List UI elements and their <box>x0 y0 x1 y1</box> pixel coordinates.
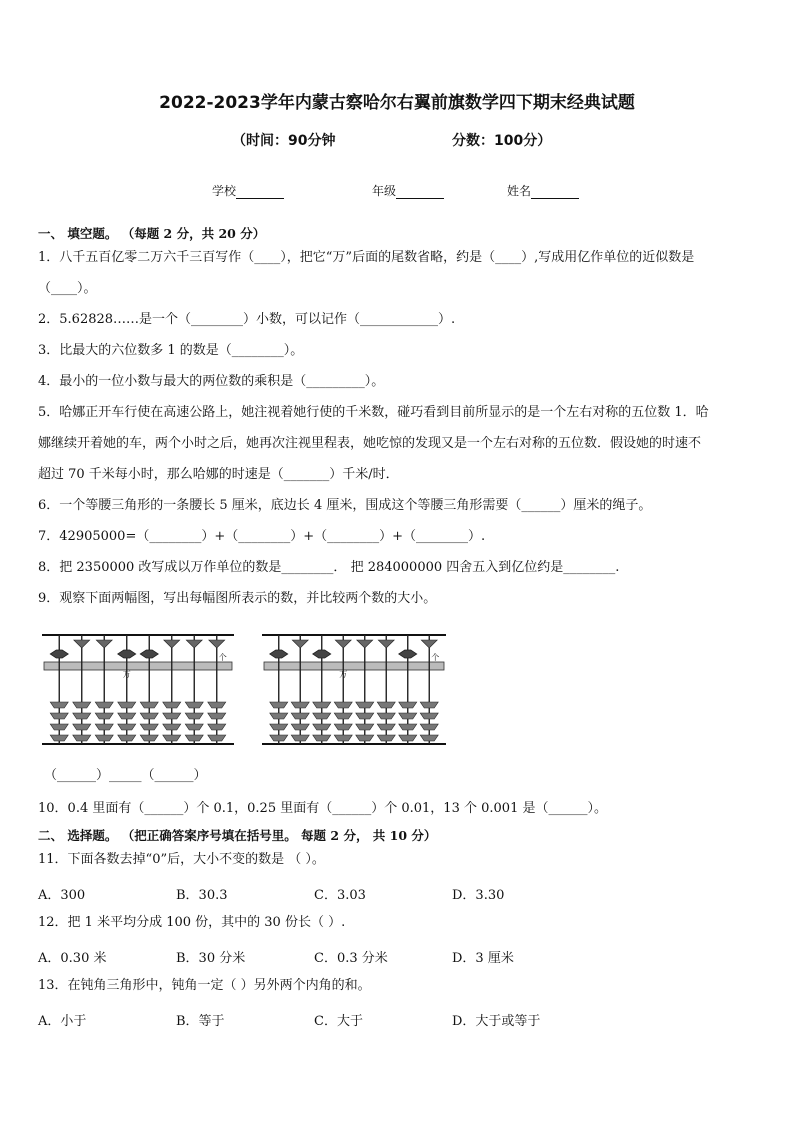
abacus-lower-bead <box>73 713 91 719</box>
page-title: 2022-2023学年内蒙古察哈尔右翼前旗数学四下期末经典试题 <box>159 93 635 113</box>
abacus-lower-bead <box>163 713 181 719</box>
abacus-lower-bead <box>420 724 438 730</box>
grade-blank[interactable] <box>396 186 444 199</box>
abacus-lower-bead <box>73 724 91 730</box>
abacus-lower-bead <box>356 724 374 730</box>
abacus-lower-bead <box>313 735 331 741</box>
abacus-upper-bead <box>378 640 394 648</box>
q12-option-a[interactable]: A．0.30 米 <box>38 951 107 966</box>
abacus-lower-bead <box>270 735 288 741</box>
q13-option-d[interactable]: D．大于或等于 <box>452 1014 541 1029</box>
q13-option-c[interactable]: C．大于 <box>314 1014 363 1029</box>
q11-option-c[interactable]: C．3.03 <box>314 888 366 903</box>
abacus-lower-bead <box>291 702 309 708</box>
abacus-lower-bead <box>95 713 113 719</box>
abacus-lower-bead <box>334 724 352 730</box>
abacus-left <box>40 632 236 750</box>
abacus-lower-bead <box>377 735 395 741</box>
question-8: 8．把 2350000 改写成以万作单位的数是________． 把 284000000 四舍五入到亿位约是________. <box>38 560 620 575</box>
q12-option-c[interactable]: C．0.3 分米 <box>314 951 388 966</box>
abacus-upper-bead <box>335 640 351 648</box>
question-10: 10．0.4 里面有（______）个 0.1，0.25 里面有（______）个 0.01，13 个 0.001 是（______）。 <box>38 801 607 816</box>
abacus-lower-bead <box>208 713 226 719</box>
question-5-line-2: 娜继续开着她的车，两个小时之后，她再次注视里程表，她吃惊的发现又是一个左右对称的五位数．假设她的时速不 <box>38 436 702 451</box>
abacus-lower-bead <box>377 702 395 708</box>
abacus-lower-bead <box>140 724 158 730</box>
abacus-upper-bead <box>357 640 373 648</box>
exam-time: （时间：90分钟 <box>232 133 336 149</box>
abacus-lower-bead <box>163 702 181 708</box>
abacus-lower-bead <box>420 713 438 719</box>
abacus-lower-bead <box>50 724 68 730</box>
q12-option-d[interactable]: D．3 厘米 <box>452 951 514 966</box>
abacus-place-label-ge: 个 <box>431 653 440 662</box>
abacus-upper-bead-active <box>50 650 68 658</box>
section-1-heading: 一、 填空题。 （每题 2 分，共 20 分） <box>38 226 266 241</box>
grade-field[interactable] <box>372 182 444 199</box>
school-blank[interactable] <box>236 186 284 199</box>
abacus-place-label-wan: 万 <box>339 670 348 679</box>
abacus-lower-bead <box>163 735 181 741</box>
abacus-lower-bead <box>95 724 113 730</box>
abacus-lower-bead <box>291 735 309 741</box>
abacus-lower-bead <box>356 702 374 708</box>
q13-option-a[interactable]: A．小于 <box>38 1014 87 1029</box>
abacus-lower-bead <box>73 702 91 708</box>
school-field[interactable] <box>212 182 284 199</box>
abacus-lower-bead <box>185 713 203 719</box>
abacus-lower-bead <box>140 702 158 708</box>
question-9: 9．观察下面两幅图，写出每幅图所表示的数，并比较两个数的大小。 <box>38 591 437 606</box>
q11-option-a[interactable]: A．300 <box>38 888 86 903</box>
abacus-lower-bead <box>291 724 309 730</box>
abacus-lower-bead <box>50 713 68 719</box>
abacus-lower-bead <box>140 735 158 741</box>
question-9-answer: （______）_____（______） <box>44 768 207 783</box>
abacus-upper-bead <box>164 640 180 648</box>
q13-option-b[interactable]: B．等于 <box>176 1014 225 1029</box>
question-1-line-1: 1．八千五百亿零二万六千三百写作（____），把它“万”后面的尾数省略，约是（____）,写成用亿作单位的近似数是 <box>38 250 695 265</box>
name-label: 姓名 <box>507 184 532 198</box>
abacus-upper-bead <box>74 640 90 648</box>
question-13: 13．在钝角三角形中，钝角一定（ ）另外两个内角的和。 <box>38 978 371 993</box>
abacus-lower-bead <box>118 735 136 741</box>
abacus-lower-bead <box>313 724 331 730</box>
abacus-lower-bead <box>334 735 352 741</box>
section-2-heading: 二、 选择题。 （把正确答案序号填在括号里。 每题 2 分， 共 10 分） <box>38 828 437 843</box>
abacus-lower-bead <box>420 735 438 741</box>
abacus-lower-bead <box>377 724 395 730</box>
abacus-upper-bead-active <box>270 650 288 658</box>
question-3: 3．比最大的六位数多 1 的数是（________）。 <box>38 343 304 358</box>
abacus-place-label-wan: 万 <box>122 670 131 679</box>
abacus-lower-bead <box>185 724 203 730</box>
school-label: 学校 <box>212 184 237 198</box>
question-12: 12．把 1 米平均分成 100 份，其中的 30 份长（ ）. <box>38 915 346 930</box>
name-field[interactable] <box>507 182 579 199</box>
exam-score: 分数：100分） <box>452 133 552 149</box>
abacus-lower-bead <box>73 735 91 741</box>
abacus-lower-bead <box>118 724 136 730</box>
abacus-lower-bead <box>208 702 226 708</box>
abacus-place-label-ge: 个 <box>218 653 227 662</box>
q12-option-b[interactable]: B．30 分米 <box>176 951 246 966</box>
abacus-lower-bead <box>185 735 203 741</box>
abacus-lower-bead <box>208 724 226 730</box>
abacus-lower-bead <box>270 724 288 730</box>
q11-option-b[interactable]: B．30.3 <box>176 888 228 903</box>
abacus-lower-bead <box>163 724 181 730</box>
question-5-line-1: 5．哈娜正开车行使在高速公路上，她注视着她行使的千米数，碰巧看到目前所显示的是一个左右对称的五位数 1．哈 <box>38 405 709 420</box>
abacus-upper-bead-active <box>118 650 136 658</box>
abacus-upper-bead <box>292 640 308 648</box>
question-1-line-2: （____）。 <box>38 281 97 296</box>
name-blank[interactable] <box>531 186 579 199</box>
abacus-lower-bead <box>313 702 331 708</box>
abacus-lower-bead <box>118 702 136 708</box>
abacus-lower-bead <box>420 702 438 708</box>
abacus-lower-bead <box>95 702 113 708</box>
abacus-upper-bead <box>186 640 202 648</box>
abacus-lower-bead <box>334 713 352 719</box>
abacus-beam <box>44 662 232 670</box>
question-7: 7．42905000=（________）+（________）+（________）+（________）. <box>38 529 486 544</box>
abacus-lower-bead <box>140 713 158 719</box>
abacus-upper-bead <box>421 640 437 648</box>
abacus-lower-bead <box>208 735 226 741</box>
abacus-lower-bead <box>50 735 68 741</box>
abacus-lower-bead <box>356 735 374 741</box>
abacus-upper-bead <box>209 640 225 648</box>
abacus-lower-bead <box>399 702 417 708</box>
abacus-lower-bead <box>118 713 136 719</box>
abacus-lower-bead <box>270 702 288 708</box>
abacus-lower-bead <box>377 713 395 719</box>
q11-option-d[interactable]: D．3.30 <box>452 888 505 903</box>
abacus-upper-bead-active <box>399 650 417 658</box>
abacus-lower-bead <box>399 735 417 741</box>
question-11: 11．下面各数去掉“0”后，大小不变的数是 （ ）。 <box>38 852 325 867</box>
grade-label: 年级 <box>372 184 397 198</box>
abacus-lower-bead <box>399 713 417 719</box>
abacus-lower-bead <box>185 702 203 708</box>
abacus-lower-bead <box>334 702 352 708</box>
abacus-lower-bead <box>356 713 374 719</box>
abacus-upper-bead <box>96 640 112 648</box>
abacus-right <box>260 632 448 750</box>
abacus-upper-bead-active <box>140 650 158 658</box>
question-2: 2．5.62828……是一个（________）小数，可以记作（____________）. <box>38 312 456 327</box>
abacus-lower-bead <box>399 724 417 730</box>
abacus-lower-bead <box>95 735 113 741</box>
abacus-beam <box>264 662 444 670</box>
question-5-line-3: 超过 70 千米每小时，那么哈娜的时速是（_______）千米/时． <box>38 467 399 482</box>
abacus-lower-bead <box>291 713 309 719</box>
abacus-upper-bead-active <box>313 650 331 658</box>
question-4: 4．最小的一位小数与最大的两位数的乘积是（_________）。 <box>38 374 385 389</box>
abacus-lower-bead <box>270 713 288 719</box>
question-6: 6．一个等腰三角形的一条腰长 5 厘米，底边长 4 厘米，围成这个等腰三角形需要（______）厘米的绳子。 <box>38 498 652 513</box>
abacus-lower-bead <box>313 713 331 719</box>
abacus-lower-bead <box>50 702 68 708</box>
